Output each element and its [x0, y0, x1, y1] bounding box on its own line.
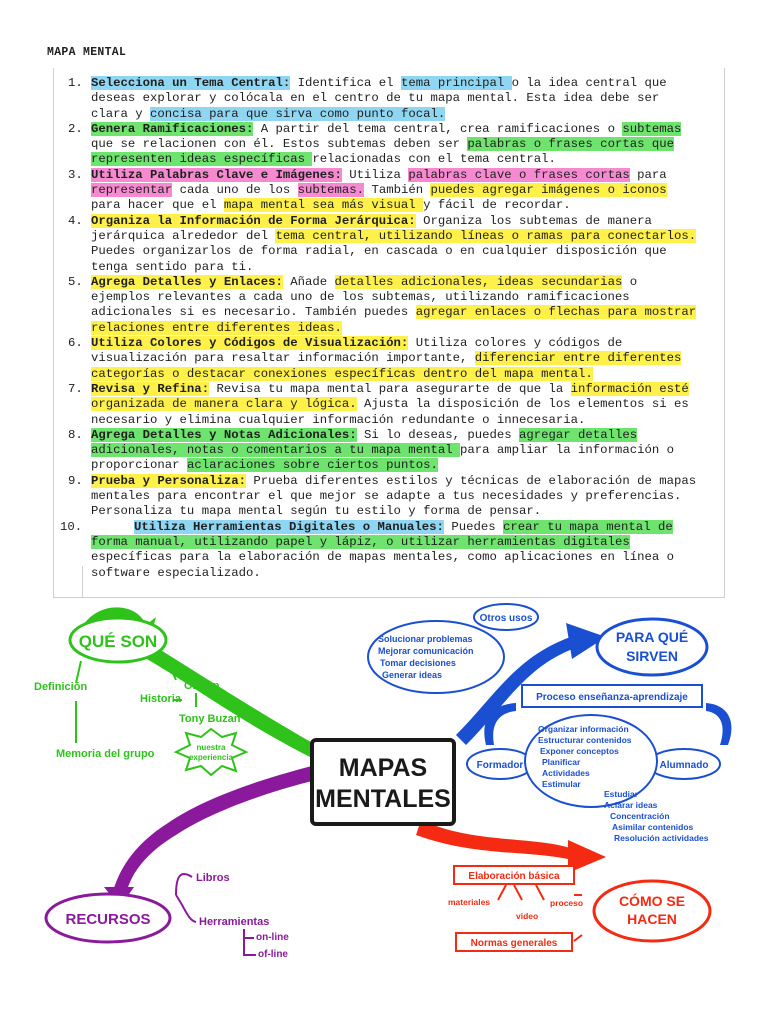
step-text: tema central, utilizando líneas o ramas para conectarlos. [275, 228, 697, 243]
step-text: puedes agregar imágenes o iconos [430, 183, 667, 198]
step-number: 1. [68, 76, 83, 90]
step-item [60, 520, 700, 581]
step-text: para hacer que el [91, 198, 224, 213]
tony-buzan-label: Tony Buzan [179, 713, 241, 725]
step-text: o ejemplos relevantes a cada uno de los subtemas, utilizando ramificaciones adicionales si es necesario. También puedes [91, 274, 638, 320]
elaboracion-label: Elaboración básica [468, 871, 560, 882]
para-que-line-2: SIRVEN [626, 648, 678, 664]
step-text: Prueba diferentes estilos y técnicas de elaboración de mapas mentales para encontrar el que mejor se adapte a tus necesidades y preferencias. Personaliza tu mapa mental según tu estilo y forma de pensar. [91, 473, 697, 519]
steps-list [60, 76, 700, 581]
step-text: subtemas [622, 121, 682, 136]
step-item [60, 428, 700, 474]
formador-item: Organizar información [538, 724, 629, 734]
step-text: manual, utilizando papel y lápiz, o utilizar herramientas digitales [135, 534, 630, 549]
step-heading: Utiliza Palabras Clave e Imágenes: [91, 167, 342, 182]
step-text: Identifica el [290, 76, 401, 90]
step-heading: Agrega Detalles y Enlaces: [91, 274, 283, 289]
alumnado-item: Concentración [610, 811, 670, 821]
step-number: 7. [68, 381, 83, 396]
step-text: relacionadas con el tema central. [312, 152, 556, 167]
step-heading: Agrega Detalles y Notas Adicionales: [91, 427, 357, 442]
step-item [60, 382, 700, 428]
formador-item: Exponer conceptos [540, 746, 619, 756]
step-text: para [629, 167, 667, 182]
recursos-title: RECURSOS [65, 911, 151, 928]
proceso-step-label: proceso [550, 898, 584, 908]
blue-curve-right [706, 703, 732, 745]
origen-label: Origen [184, 680, 220, 692]
center-line-2: MENTALES [315, 785, 451, 813]
step-text: Ajusta la disposición de los elementos si es necesario y elimina cualquier información redundante o innecesaria. [91, 397, 689, 427]
step-heading: Utiliza Herramientas Digitales o Manuales: [134, 519, 444, 534]
step-text: cada uno de los [172, 183, 298, 198]
step-text: subtemas. [297, 183, 365, 198]
step-heading: Revisa y Refina: [91, 381, 210, 396]
formador-label: Formador [476, 760, 524, 771]
step-text: También [364, 183, 431, 198]
uso-item: Mejorar comunicación [378, 646, 474, 656]
step-number: 10. [60, 519, 83, 534]
offline-label: of-line [258, 949, 288, 960]
step-text: agregar detalles adicionales, notas o comentarios a tu mapa mental [91, 427, 638, 458]
step-text: palabras o frases cortas que representen ideas específicas [91, 137, 674, 167]
alumnado-item: Aclarar ideas [604, 800, 658, 810]
formador-item: Estimular [542, 779, 581, 789]
formador-item: Estructurar contenidos [538, 735, 632, 745]
step-heading: Prueba y Personaliza: [91, 473, 246, 488]
step-number: 2. [68, 121, 83, 136]
para-que-cloud [597, 619, 707, 675]
step-text: representar [91, 183, 173, 198]
step-item [60, 336, 700, 382]
materiales-label: materiales [448, 897, 491, 907]
center-line-1: MAPAS [338, 754, 428, 782]
step-text: aclaraciones sobre ciertos puntos. [186, 458, 438, 473]
libros-label: Libros [196, 872, 230, 884]
historia-label: Historia [140, 693, 181, 705]
experiencia-line-2: experiencia [188, 753, 234, 762]
step-text: mapa mental sea más visual [223, 198, 424, 213]
step-item [60, 168, 700, 214]
step-number: 8. [68, 427, 83, 442]
como-line-1: CÓMO SE [618, 893, 686, 909]
definicion-label: Definición [34, 681, 88, 693]
step-item [60, 122, 700, 168]
experiencia-line-1: nuestra [196, 743, 226, 752]
step-number: 6. [68, 336, 83, 351]
uso-item: Tomar decisiones [380, 658, 456, 668]
step-text: Organiza los subtemas de manera jerárquica alrededor del [91, 213, 652, 243]
step-text: para ampliar la información o proporcionar [91, 443, 674, 473]
step-text: Utiliza colores y códigos de visualización para resaltar información importante, [91, 336, 623, 366]
online-label: on-line [256, 932, 289, 943]
recursos-arrows [176, 874, 256, 955]
otros-usos-label: Otros usos [479, 613, 533, 624]
normas-label: Normas generales [470, 938, 558, 949]
step-text: Puedes [443, 519, 503, 534]
formador-item: Planificar [542, 757, 581, 767]
step-text: Revisa tu mapa mental para asegurarte de que la [209, 381, 571, 396]
step-text: concisa para que sirva como punto focal. [150, 106, 446, 121]
step-text: y fácil de recordar. [423, 198, 571, 213]
document-title: MAPA MENTAL [47, 46, 127, 59]
herramientas-label: Herramientas [199, 916, 270, 928]
step-number: 4. [68, 213, 83, 228]
alumnado-item: Resolución actividades [614, 833, 709, 843]
step-text: Si lo deseas, puedes [356, 427, 520, 442]
experiencia-star [176, 729, 246, 775]
mind-map-graphic [16, 595, 752, 965]
step-text: palabras clave o frases cortas [408, 167, 630, 182]
step-text: o la idea central que deseas explorar y colócala en el centro de tu mapa mental. Esta idea debe ser clara y [91, 76, 667, 121]
step-text: agregar enlaces o flechas para mostrar relaciones entre diferentes ideas. [91, 305, 697, 335]
step-number: 9. [68, 473, 83, 488]
step-number: 5. [68, 274, 83, 289]
step-text: específicas para la elaboración de mapas mentales, como aplicaciones en línea o software especializado. [91, 550, 674, 580]
proceso-label: Proceso enseñanza-aprendizaje [536, 692, 688, 703]
step-text: detalles adicionales, ideas secundarias [334, 274, 623, 289]
step-text: Puedes organizarlos de forma radial, en cascada o en cualquier disposición que tenga sentido para ti. [91, 244, 667, 274]
step-text: diferenciar entre diferentes categorías o destacar conexiones específicas dentro del mapa mental. [91, 351, 682, 381]
step-heading: Organiza la Información de Forma Jerárquica: [91, 213, 416, 228]
como-line-2: HACEN [627, 911, 677, 927]
step-number: 3. [68, 167, 83, 182]
step-text: crear tu mapa mental de forma [91, 519, 673, 549]
alumnado-label: Alumnado [659, 760, 709, 771]
step-item [60, 214, 700, 275]
step-item [60, 474, 700, 520]
step-heading: Selecciona un Tema Central: [91, 76, 291, 90]
step-item [60, 275, 700, 336]
que-son-title: QUÉ SON [78, 632, 158, 651]
uso-item: Solucionar problemas [378, 634, 473, 644]
formador-item: Actividades [542, 768, 590, 778]
step-text: Añade [282, 274, 335, 289]
step-heading: Utiliza Colores y Códigos de Visualización: [91, 336, 409, 351]
step-text: tema principal [400, 76, 512, 90]
video-label: video [516, 911, 539, 921]
step-heading: Genera Ramificaciones: [91, 121, 254, 136]
alumnado-item: Estudiar [604, 789, 639, 799]
step-text: información esté organizada de manera clara y lógica. [91, 381, 689, 412]
step-text: A partir del tema central, crea ramificaciones o [253, 121, 623, 136]
memoria-label: Memoria del grupo [56, 748, 155, 760]
uso-item: Generar ideas [382, 670, 443, 680]
para-que-line-1: PARA QUÉ [615, 629, 689, 645]
step-text: que se relacionen con él. Estos subtemas deben ser [91, 137, 468, 152]
step-item [60, 76, 700, 122]
mind-map-image [16, 595, 752, 965]
usos-cloud [368, 621, 504, 693]
step-text: Utiliza [341, 167, 409, 182]
alumnado-item: Asimilar contenidos [612, 822, 694, 832]
